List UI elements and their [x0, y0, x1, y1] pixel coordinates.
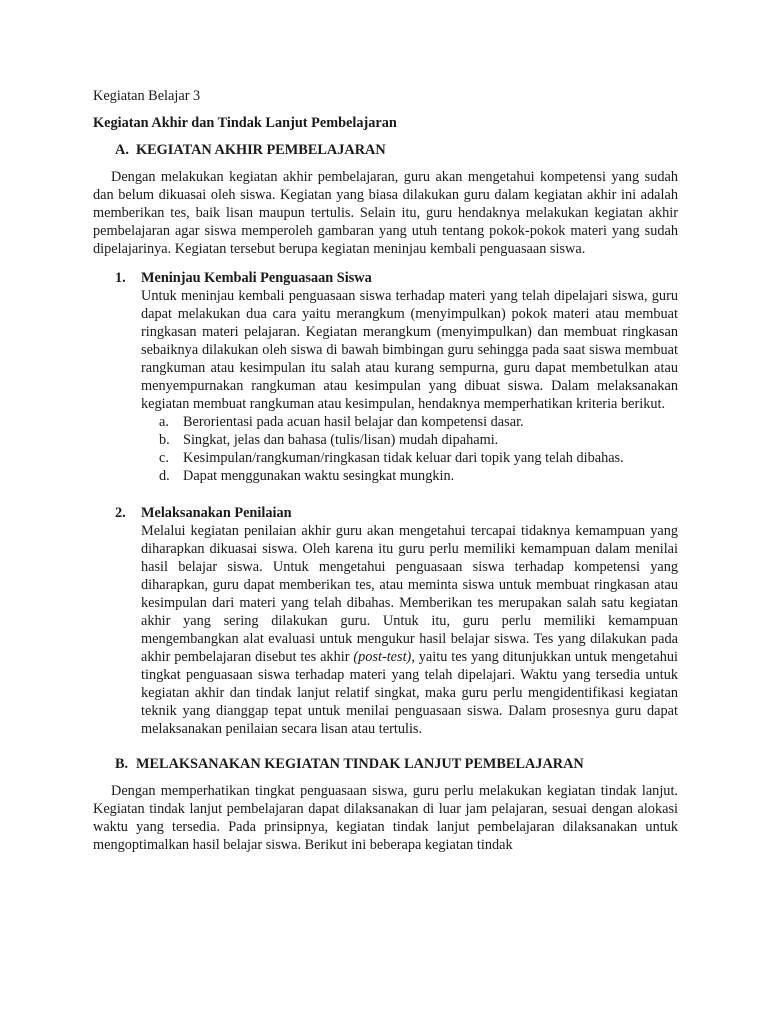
item-1-number: 1.: [115, 270, 126, 286]
document-label: Kegiatan Belajar 3: [93, 88, 201, 104]
list-item: [141, 431, 678, 449]
list-item-letter: d.: [159, 468, 170, 484]
item-1-text: Untuk meninjau kembali penguasaan siswa terhadap materi yang telah dipelajari siswa, guru dapat melakukan dua cara yaitu merangkum (menyimpulkan) pokok materi atau membuat ringkasan materi pelajaran. Kegiatan merangkum (menyimpulkan) dan membuat ringkasan sebaiknya dilakukan oleh siswa di bawah bimbingan guru sehingga pada saat siswa membuat rangkuman atau kesimpulan itu salah atau kurang sempurna, guru dapat membetulkan atau menyempurnakan rangkuman atau kesimpulan yang dibuat siswa. Dalam melaksanakan kegiatan membuat rangkuman atau kesimpulan, hendaknya memperhatikan kriteria berikut.: [141, 288, 678, 412]
section-b-letter: B.: [115, 756, 129, 772]
document-title: Kegiatan Akhir dan Tindak Lanjut Pembelajaran: [93, 115, 397, 131]
list-item: [141, 467, 678, 485]
section-b-heading: [93, 755, 678, 773]
section-a-title: KEGIATAN AKHIR PEMBELAJARAN: [136, 142, 386, 158]
list-item-text: Berorientasi pada acuan hasil belajar dan kompetensi dasar.: [183, 414, 524, 430]
section-b-intro: Dengan memperhatikan tingkat penguasaan siswa, guru perlu melakukan kegiatan tindak lanjut. Kegiatan tindak lanjut pembelajaran dapat dilaksanakan di luar jam pelajaran, sesuai dengan alokasi waktu yang tersedia. Pada prinsipnya, kegiatan tindak lanjut pembelajaran dilaksanakan untuk mengoptimalkan hasil belajar siswa. Berikut ini beberapa kegiatan tindak: [93, 783, 678, 853]
section-a-intro: Dengan melakukan kegiatan akhir pembelajaran, guru akan mengetahui kompetensi yang sudah dan belum dikuasai oleh siswa. Kegiatan yang biasa dilakukan guru dalam kegiatan akhir ini adalah memberikan tes, baik lisan maupun tertulis. Selain itu, guru hendaknya melakukan kegiatan akhir pembelajaran agar siswa memperoleh gambaran yang utuh tentang pokok-pokok materi yang sudah dipelajarinya. Kegiatan tersebut berupa kegiatan meninjau kembali penguasaan siswa.: [93, 169, 678, 257]
list-item-text: Kesimpulan/rangkuman/ringkasan tidak keluar dari topik yang telah dibahas.: [183, 450, 624, 466]
criteria-list: [141, 413, 678, 485]
list-item: [141, 413, 678, 431]
item-2-text-end: yaitu tes yang ditunjukkan untuk mengetahui tingkat penguasaan siswa terhadap materi yang telah dipelajari. Waktu yang tersedia untuk kegiatan akhir dan tindak lanjut relatif singkat, maka guru perlu mengidentifikasi kegiatan teknik yang dianggap tepat untuk menilai penguasaan siswa. Dalam prosesnya guru dapat melaksanakan penilaian secara lisan atau tertulis.: [141, 649, 678, 737]
item-1: [93, 269, 678, 485]
list-item: [141, 449, 678, 467]
list-item-text: Singkat, jelas dan bahasa (tulis/lisan) mudah dipahami.: [183, 432, 499, 448]
item-2-text: [141, 522, 678, 738]
item-2-body: [141, 504, 678, 738]
item-2-text-start: Melalui kegiatan penilaian akhir guru akan mengetahui tercapai tidaknya kemampuan yang diharapkan dikuasai siswa. Oleh karena itu guru perlu memiliki kemampuan dalam menilai hasil belajar siswa. Untuk mengetahui penguasaan siswa terhadap kompetensi yang diharapkan, guru dapat memberikan tes, atau meminta siswa untuk membuat ringkasan atau kesimpulan dari materi yang telah dibahas. Memberikan tes merupakan salah satu kegiatan akhir yang sering dilakukan guru. Untuk itu, guru perlu memiliki kemampuan mengembangkan alat evaluasi untuk mengukur hasil belajar siswa. Tes yang dilakukan pada akhir pembelajaran disebut tes akhir: [141, 523, 678, 665]
spacer: [93, 738, 678, 755]
list-item-letter: a.: [159, 414, 169, 430]
list-item-letter: b.: [159, 432, 170, 448]
item-2: [93, 504, 678, 738]
item-2-heading: Melaksanakan Penilaian: [141, 505, 292, 521]
spacer: [93, 485, 678, 504]
section-b-title: MELAKSANAKAN KEGIATAN TINDAK LANJUT PEMBELAJARAN: [136, 756, 584, 772]
item-1-body: [141, 269, 678, 485]
list-item-text: Dapat menggunakan waktu sesingkat mungkin.: [183, 468, 455, 484]
section-a-heading: [93, 141, 678, 159]
item-2-text-italic: (post-test),: [353, 649, 415, 665]
item-1-heading: Meninjau Kembali Penguasaan Siswa: [141, 270, 372, 286]
list-item-letter: c.: [159, 450, 169, 466]
item-2-number: 2.: [115, 505, 126, 521]
section-a-letter: A.: [115, 142, 129, 158]
